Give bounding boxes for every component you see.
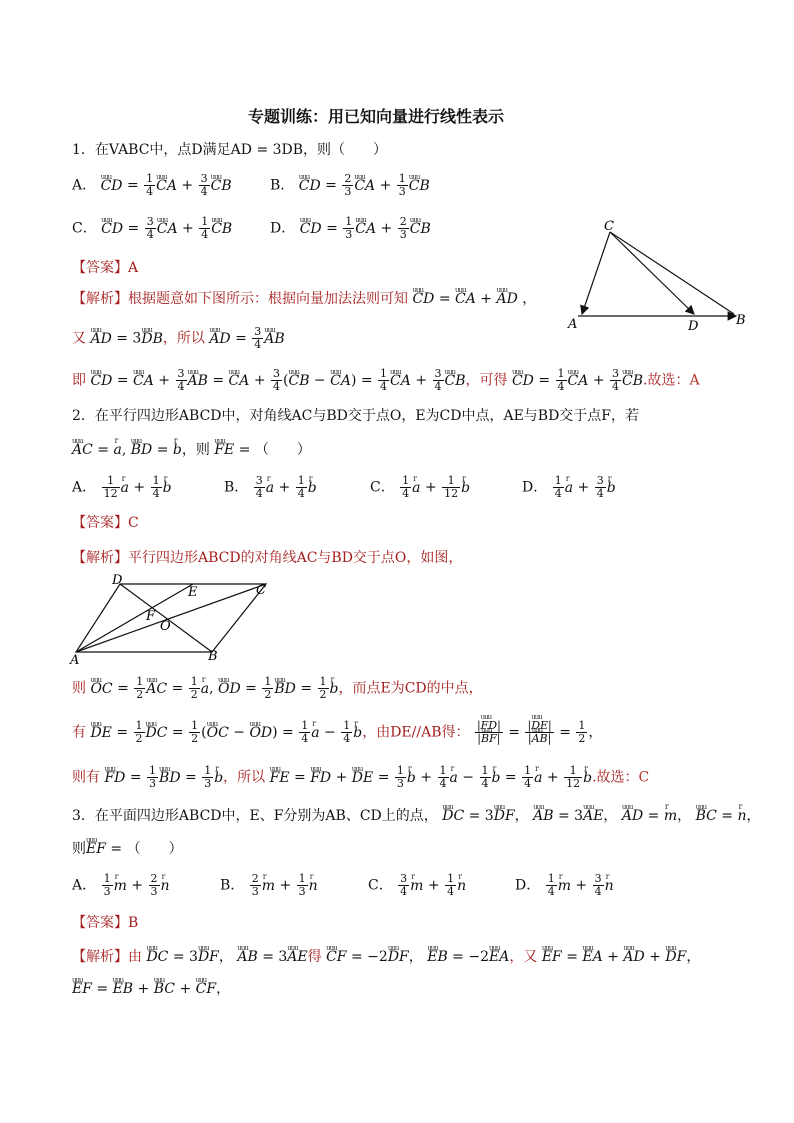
q1-answer: 【答案】A [72,260,139,276]
q2-fig-label-d: D [112,573,123,588]
q2-solution-line4: 则有 uuu FD = $\frac{1}{3}$ uuu BD = $\frac{1}{3}$ r b，所以 uuu FE = uuu FD + uuu DE = $\frac{1}{3}$ r b + $\frac{1}{4}$ r a − $\frac{1}{4}$ r b = $\frac{1}{4}$ r a + $\frac{1}{12}$ r b.故选：C [72,765,649,790]
q2-option-c: C． $\frac{1}{4}$ r a + $\frac{1}{12}$ r b [370,475,470,500]
q2-solution-line2: 则 uuu OC = $\frac{1}{2}$ uuu AC = $\frac{1}{2}$ r a, uuu OD = $\frac{1}{2}$ uuu BD = $\frac{1}{2}$ r b，而点E为CD的中点， [72,676,483,701]
q1-triangle-figure [560,218,760,338]
q2-solution-line3: 有 uuu DE = $\frac{1}{2}$ uuu DC = $\frac{1}{2}$ (uuu OC − uuu OD) = $\frac{1}{4}$ r a − $\frac{1}{4}$ r b，由DE//AB得： $\frac{\text{|uuu FD|}}{\text{|uuu BF|}}$ = $\frac{\text{|uuu DE|}}{\text{|uuu AB|}}$ = $\frac{1}{2}$ ， [72,720,602,745]
q1-fig-label-d: D [688,319,699,334]
q3-option-b: B． $\frac{2}{3}$ r m + $\frac{1}{3}$ r n [220,873,318,898]
q2-fig-label-f: F [146,609,156,624]
q3-option-d: D． $\frac{1}{4}$ r m + $\frac{3}{4}$ r n [515,873,614,898]
q1-fig-label-c: C [604,219,614,234]
q2-fig-label-e: E [188,585,198,600]
q3-answer: 【答案】B [72,915,139,931]
q2-stem-line2: uuu AC = r a, uuu BD = r b，则 uuu FE = （ ） [72,441,311,459]
q3-stem-line1: 3．在平面四边形ABCD中，E、F分别为AB、CD上的点， uuu DC = 3uuu DF， uuu AB = 3uuu AE， uuu AD = r m， uuu BC = r n， [72,807,761,825]
q2-option-d: D． $\frac{1}{4}$ r a + $\frac{3}{4}$ r b [522,475,616,500]
q2-option-b: B． $\frac{3}{4}$ r a + $\frac{1}{4}$ r b [224,475,317,500]
q1-option-a: A． uuu CD = $\frac{1}{4}$ uuu CA + $\frac{3}{4}$ uuu CB [72,173,232,198]
q3-stem-line2: 则uuu EF = （ ） [72,840,183,858]
q3-option-c: C． $\frac{3}{4}$ r m + $\frac{1}{4}$ r n [368,873,466,898]
q2-fig-label-a: A [70,653,80,666]
q1-fig-label-b: B [736,313,746,328]
q2-parallelogram-figure [66,570,286,666]
q3-option-a: A． $\frac{1}{3}$ r m + $\frac{2}{3}$ r n [72,873,170,898]
q1-option-c: C． uuu CD = $\frac{3}{4}$ uuu CA + $\frac{1}{4}$ uuu CB [72,216,232,241]
q2-fig-label-b: B [208,649,218,664]
q1-solution-line2: 又 uuu AD = 3uuu DB，所以 uuu AD = $\frac{3}{4}$ uuu AB [72,326,285,351]
q3-solution-line2: uuu EF = uuu EB + uuu BC + uuu CF， [72,980,230,998]
q1-stem: 1．在VABC中，点D满足AD = 3DB，则（ ） [72,142,388,158]
page-title: 专题训练：用已知向量进行线性表示 [248,107,505,126]
q2-fig-label-o: O [160,619,171,634]
q1-solution-line3: 即 uuu CD = uuu CA + $\frac{3}{4}$ uuu AB = uuu CA + $\frac{3}{4}$ (uuu CB − uuu CA) = $\frac{1}{4}$ uuu CA + $\frac{3}{4}$ uuu CB，可得 uuu CD = $\frac{1}{4}$ uuu CA + $\frac{3}{4}$ uuu CB.故选：A [72,368,700,393]
q2-solution-line1: 【解析】平行四边形ABCD的对角线AC与BD交于点O，如图， [72,550,463,566]
q1-solution-line1: 【解析】根据题意如下图所示：根据向量加法法则可知 uuu CD = uuu CA + uuu AD ， [72,290,536,308]
q1-option-d: D． uuu CD = $\frac{1}{3}$ uuu CA + $\frac{2}{3}$ uuu CB [270,216,431,241]
q2-option-a: A． $\frac{1}{12}$ r a + $\frac{1}{4}$ r b [72,475,172,500]
q3-solution-line1: 【解析】由 uuu DC = 3uuu DF， uuu AB = 3uuu AE得 uuu CF = −2uuu DF， uuu EB = −2uuu EA，又 uuu EF = uuu EA + uuu AD + uuu DF， [72,948,700,966]
q1-option-b: B． uuu CD = $\frac{2}{3}$ uuu CA + $\frac{1}{3}$ uuu CB [270,173,430,198]
q2-fig-label-c: C [256,583,266,598]
q2-stem-line1: 2．在平行四边形ABCD中，对角线AC与BD交于点O，E为CD中点，AE与BD交于点F，若 [72,408,640,424]
q2-answer: 【答案】C [72,515,139,531]
q1-fig-label-a: A [568,317,578,332]
